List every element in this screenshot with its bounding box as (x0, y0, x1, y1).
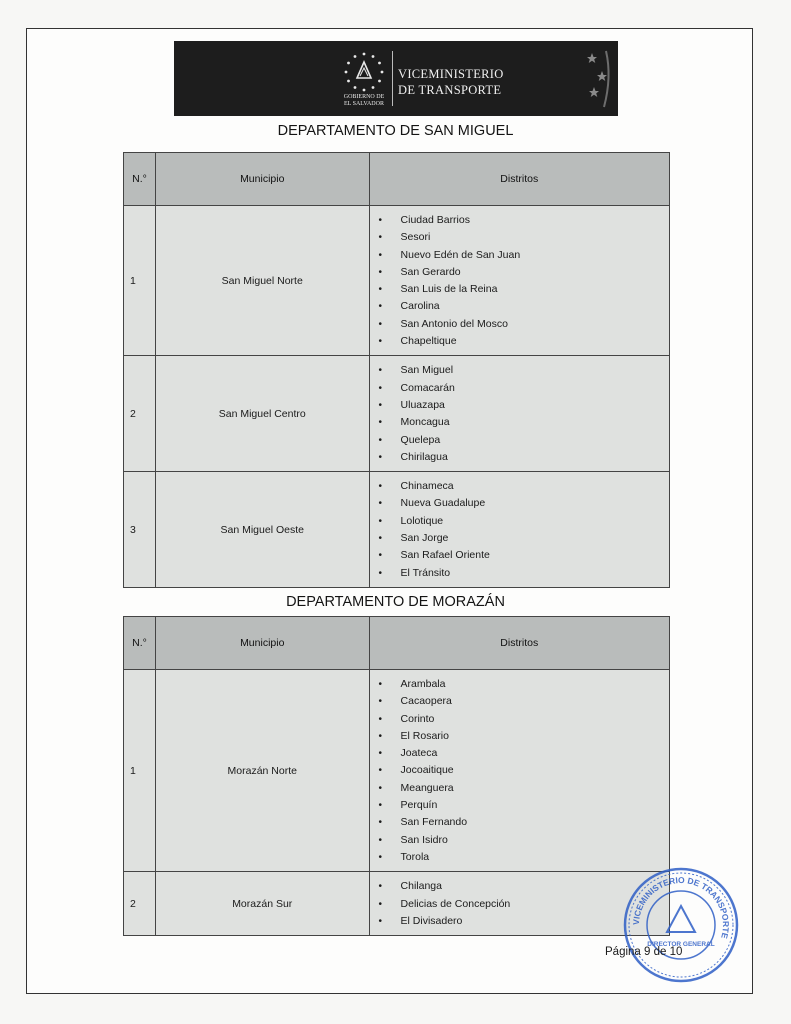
distritos-list (371, 207, 668, 354)
list-item: • Uluazapa (371, 397, 668, 414)
page-number: Página 9 de 10 (605, 946, 683, 958)
seal-ring-text: VICEMINISTERIO DE TRANSPORTE (630, 874, 732, 940)
distritos-cell (369, 206, 669, 356)
list-item: • Carolina (371, 298, 668, 315)
department-title-morazan: DEPARTAMENTO DE MORAZÁN (286, 594, 505, 610)
list-item: • Quelepa (371, 432, 668, 449)
row-number: 2 (124, 356, 156, 472)
list-item: • El Tránsito (371, 565, 668, 582)
office-name: VICEMINISTERIO DE TRANSPORTE (398, 67, 504, 97)
column-header-municipio: Municipio (155, 617, 369, 670)
distritos-list (371, 357, 668, 470)
decorative-stars-icon (584, 47, 614, 111)
table-header-row (124, 617, 670, 670)
list-item: • Moncagua (371, 414, 668, 431)
municipio-name: Morazán Sur (155, 872, 369, 936)
municipio-name: San Miguel Norte (155, 206, 369, 356)
official-seal-icon (622, 866, 740, 984)
list-item: • Chirilagua (371, 449, 668, 466)
list-item: • El Rosario (371, 728, 668, 745)
list-item: • Sesori (371, 229, 668, 246)
distritos-cell (369, 472, 669, 588)
list-item: • Chinameca (371, 478, 668, 495)
distritos-list (371, 671, 668, 870)
morazan-table (123, 616, 670, 936)
column-header-distritos: Distritos (369, 617, 669, 670)
list-item: • San Fernando (371, 814, 668, 831)
table-row (124, 472, 670, 588)
distritos-list (371, 473, 668, 586)
row-number: 1 (124, 670, 156, 872)
list-item: • Nueva Guadalupe (371, 495, 668, 512)
column-header-number: N.° (124, 617, 156, 670)
list-item: • Comacarán (371, 380, 668, 397)
municipio-name: San Miguel Centro (155, 356, 369, 472)
list-item: • Perquín (371, 797, 668, 814)
header-banner (174, 41, 618, 116)
list-item: • Jocoaitique (371, 762, 668, 779)
row-number: 3 (124, 472, 156, 588)
list-item: • Joateca (371, 745, 668, 762)
column-header-number: N.° (124, 153, 156, 206)
distritos-cell (369, 356, 669, 472)
list-item: • Cacaopera (371, 693, 668, 710)
seal-center-text: DIRECTOR GENERAL (647, 941, 715, 948)
list-item: • San Gerardo (371, 264, 668, 281)
list-item: • Chapeltique (371, 333, 668, 350)
municipio-name: San Miguel Oeste (155, 472, 369, 588)
column-header-distritos: Distritos (369, 153, 669, 206)
list-item: • Ciudad Barrios (371, 212, 668, 229)
table-row (124, 356, 670, 472)
header-divider (392, 51, 393, 106)
list-item: • Arambala (371, 676, 668, 693)
list-item: • El Divisadero (371, 913, 668, 930)
list-item: • San Luis de la Reina (371, 281, 668, 298)
row-number: 1 (124, 206, 156, 356)
column-header-municipio: Municipio (155, 153, 369, 206)
municipio-name: Morazán Norte (155, 670, 369, 872)
list-item: • San Miguel (371, 362, 668, 379)
list-item: • San Antonio del Mosco (371, 316, 668, 333)
list-item: • San Jorge (371, 530, 668, 547)
list-item: • Corinto (371, 711, 668, 728)
government-label: GOBIERNO DE EL SALVADOR (343, 94, 385, 107)
table-row (124, 206, 670, 356)
table-row (124, 670, 670, 872)
list-item: • Chilanga (371, 878, 668, 895)
list-item: • San Rafael Oriente (371, 547, 668, 564)
coat-of-arms-icon (342, 50, 386, 94)
table-header-row (124, 153, 670, 206)
list-item: • Nuevo Edén de San Juan (371, 247, 668, 264)
department-title-san-miguel: DEPARTAMENTO DE SAN MIGUEL (277, 123, 514, 139)
list-item: • Meanguera (371, 780, 668, 797)
table-row (124, 872, 670, 936)
list-item: • San Isidro (371, 832, 668, 849)
row-number: 2 (124, 872, 156, 936)
list-item: • Delicias de Concepción (371, 896, 668, 913)
list-item: • Torola (371, 849, 668, 866)
distritos-cell (369, 670, 669, 872)
san-miguel-table (123, 152, 670, 588)
list-item: • Lolotique (371, 513, 668, 530)
